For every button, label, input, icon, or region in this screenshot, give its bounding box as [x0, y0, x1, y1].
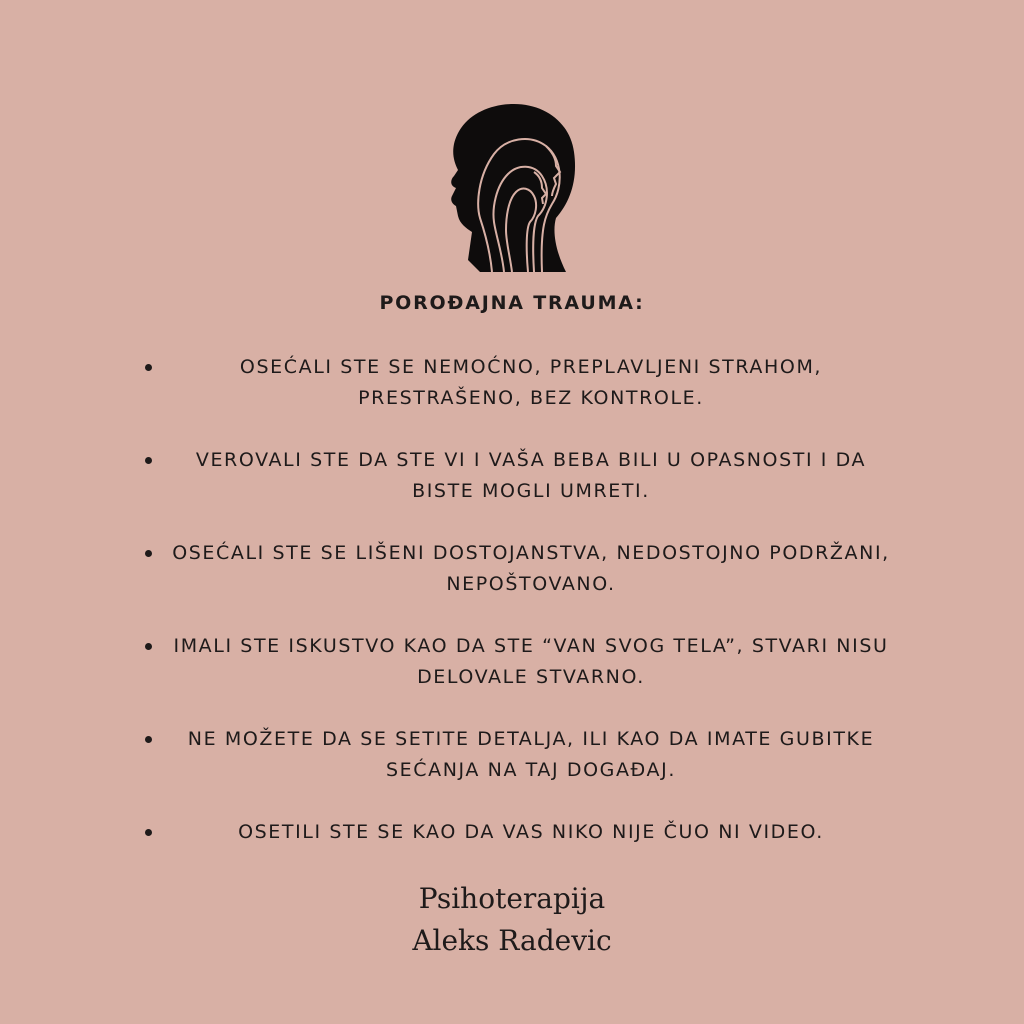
bullet-dot — [145, 550, 152, 557]
list-item-text: OSEĆALI STE SE LIŠENI DOSTOJANSTVA, NEDOSTOJNO PODRŽANI, NEPOŠTOVANO. — [172, 542, 890, 595]
list-item — [0, 538, 1024, 631]
list-item-text: NE MOŽETE DA SE SETITE DETALJA, ILI KAO DA IMATE GUBITKE SEĆANJA NA TAJ DOGAĐAJ. — [187, 728, 875, 781]
list-item-text: VEROVALI STE DA STE VI I VAŠA BEBA BILI U OPASNOSTI I DA BISTE MOGLI UMRETI. — [195, 449, 867, 502]
page-heading: POROĐAJNA TRAUMA: — [379, 292, 645, 314]
list-item — [0, 352, 1024, 445]
layered-head-silhouette-icon — [448, 100, 580, 276]
list-item — [0, 445, 1024, 538]
footer-brand — [0, 878, 1024, 962]
bullet-dot — [145, 364, 152, 371]
footer-line-1: Psihoterapija — [418, 882, 606, 915]
list-item-text: OSETILI STE SE KAO DA VAS NIKO NIJE ČUO NI VIDEO. — [238, 821, 824, 843]
bullet-dot — [145, 643, 152, 650]
bullet-dot — [145, 457, 152, 464]
bullet-list — [0, 352, 1024, 910]
list-item-text: IMALI STE ISKUSTVO KAO DA STE “VAN SVOG TELA”, STVARI NISU DELOVALE STVARNO. — [173, 635, 889, 688]
bullet-dot — [145, 736, 152, 743]
bullet-dot — [145, 829, 152, 836]
list-item-text: OSEĆALI STE SE NEMOĆNO, PREPLAVLJENI STRAHOM, PRESTRAŠENO, BEZ KONTROLE. — [239, 356, 823, 409]
list-item — [0, 631, 1024, 724]
list-item — [0, 724, 1024, 817]
footer-line-2: Aleks Radevic — [412, 924, 612, 957]
